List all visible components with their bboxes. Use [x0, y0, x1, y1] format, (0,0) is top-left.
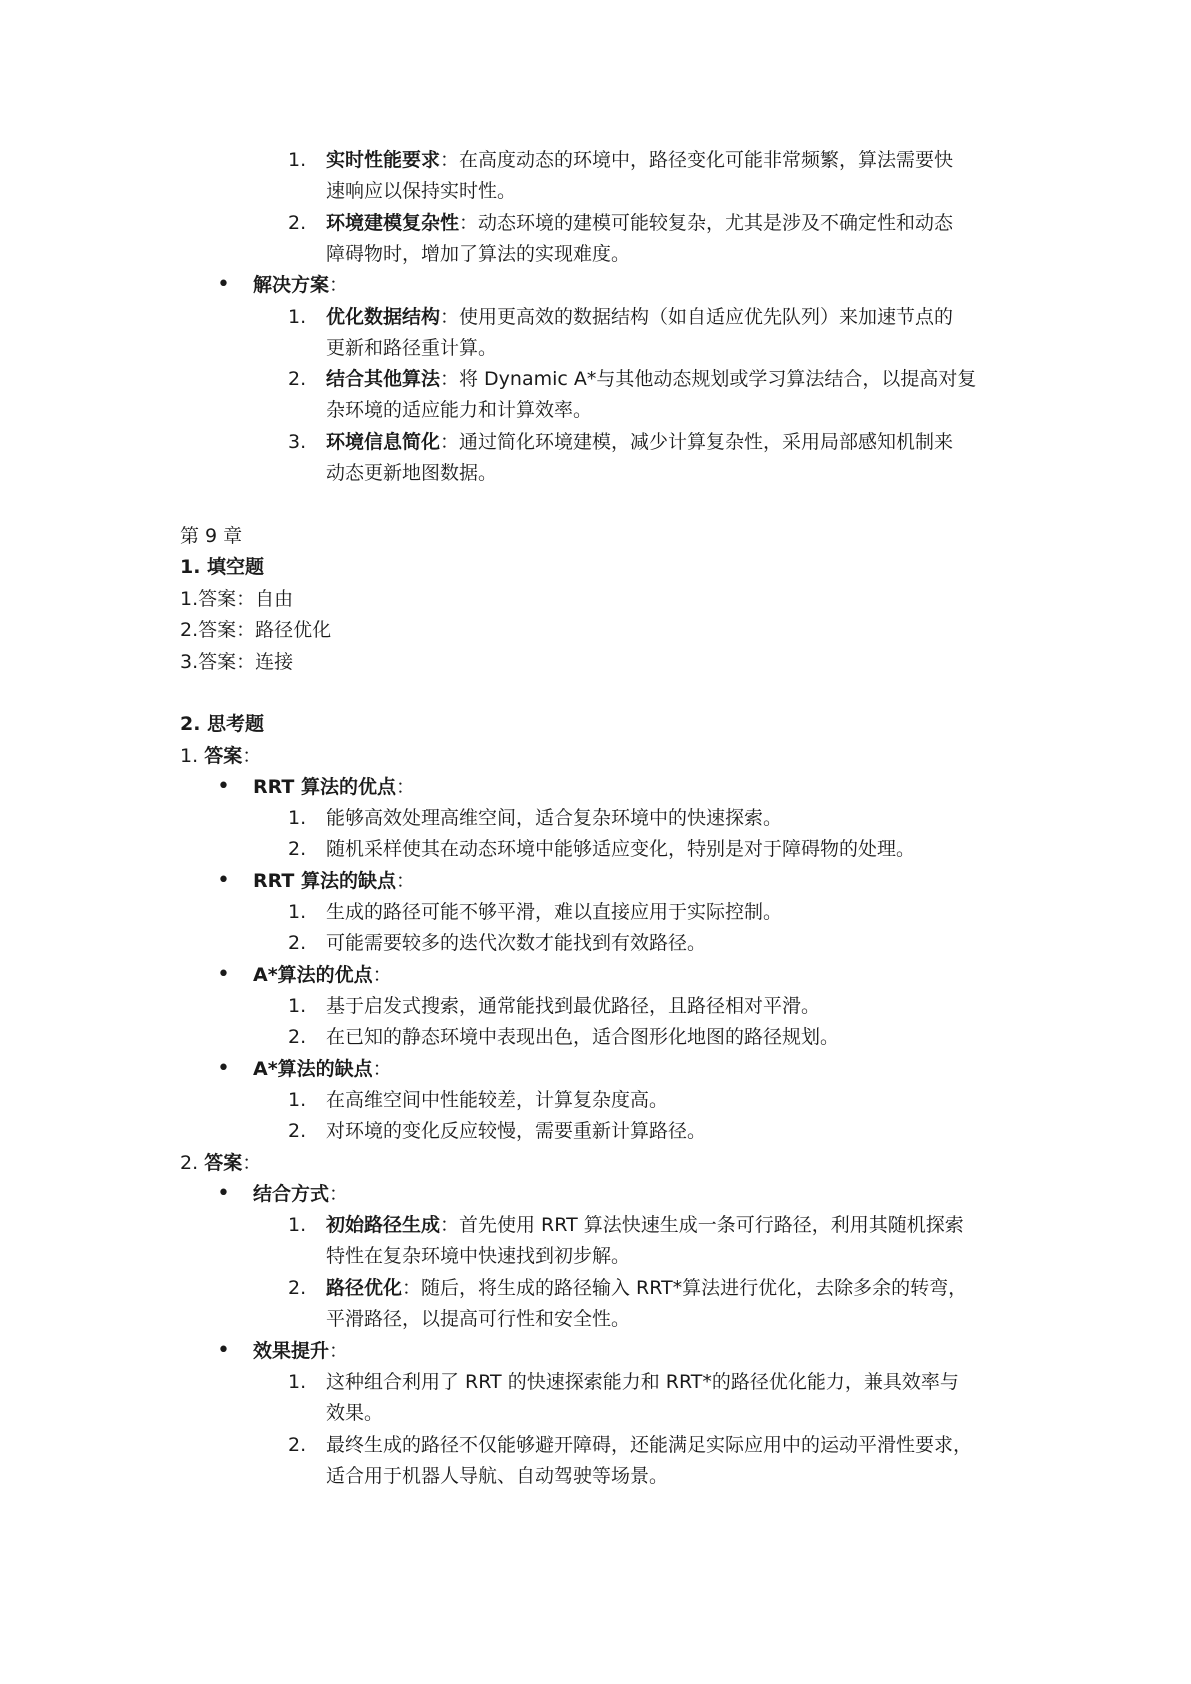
fill-answer: 1.答案：自由 — [180, 588, 294, 610]
list-item — [326, 304, 953, 330]
item-label: 环境信息简化 — [326, 431, 441, 453]
colon: ： — [242, 1152, 262, 1174]
list-number: 1. — [288, 807, 307, 829]
bullet: • — [217, 868, 230, 893]
colon: ： — [329, 274, 349, 296]
colon: ： — [372, 964, 392, 986]
item-label: 初始路径生成 — [326, 1214, 441, 1236]
bullet: • — [217, 1181, 230, 1206]
list-number: 3. — [288, 431, 307, 453]
bullet-heading — [253, 272, 348, 298]
answer-label: 答案 — [204, 745, 243, 767]
bullet-label: RRT 算法的缺点 — [253, 870, 396, 892]
list-item: 生成的路径可能不够平滑，难以直接应用于实际控制。 — [326, 901, 783, 923]
bullet: • — [217, 774, 230, 799]
list-number: 2. — [288, 932, 307, 954]
list-item — [326, 366, 976, 392]
bullet-label: RRT 算法的优点 — [253, 776, 396, 798]
list-item — [326, 429, 953, 455]
list-item — [326, 210, 953, 236]
list-number: 2. — [288, 1026, 307, 1048]
colon: ： — [242, 745, 262, 767]
bullet: • — [217, 1056, 230, 1081]
bullet-heading — [253, 868, 415, 894]
bullet-heading — [253, 1338, 348, 1364]
section-heading-think: 2. 思考题 — [180, 713, 265, 735]
colon: ： — [372, 1058, 392, 1080]
item-text-continued: 平滑路径，以提高可行性和安全性。 — [326, 1308, 631, 1330]
item-label: 路径优化 — [326, 1277, 403, 1299]
item-text-continued: 动态更新地图数据。 — [326, 462, 498, 484]
list-number: 2. — [288, 368, 307, 390]
fill-answer: 2.答案：路径优化 — [180, 619, 332, 641]
list-item: 对环境的变化反应较慢，需要重新计算路径。 — [326, 1120, 707, 1142]
list-number: 2. — [288, 1120, 307, 1142]
list-item: 这种组合利用了 RRT 的快速探索能力和 RRT*的路径优化能力，兼具效率与 — [326, 1371, 959, 1393]
answer-heading — [180, 743, 261, 769]
bullet-heading — [253, 774, 415, 800]
colon: ： — [395, 776, 415, 798]
item-text: ：通过简化环境建模，减少计算复杂性，采用局部感知机制来 — [440, 431, 954, 453]
list-item — [326, 1275, 967, 1301]
bullet-label: 解决方案 — [253, 274, 330, 296]
item-text-continued: 杂环境的适应能力和计算效率。 — [326, 399, 593, 421]
item-label: 环境建模复杂性 — [326, 212, 460, 234]
colon: ： — [395, 870, 415, 892]
item-text: ：动态环境的建模可能较复杂，尤其是涉及不确定性和动态 — [459, 212, 954, 234]
list-number: 2. — [288, 838, 307, 860]
list-item: 能够高效处理高维空间，适合复杂环境中的快速探索。 — [326, 807, 783, 829]
list-number: 2. — [288, 1434, 307, 1456]
item-text-continued: 障碍物时，增加了算法的实现难度。 — [326, 243, 631, 265]
item-text-continued: 效果。 — [326, 1402, 384, 1424]
colon: ： — [329, 1183, 349, 1205]
chapter-title: 第 9 章 — [180, 525, 243, 547]
list-item: 最终生成的路径不仅能够避开障碍，还能满足实际应用中的运动平滑性要求， — [326, 1434, 973, 1456]
bullet-label: A*算法的缺点 — [253, 1058, 373, 1080]
list-item — [326, 1212, 964, 1238]
list-item: 可能需要较多的迭代次数才能找到有效路径。 — [326, 932, 707, 954]
item-label: 实时性能要求 — [326, 149, 441, 171]
item-text: ：首先使用 RRT 算法快速生成一条可行路径，利用其随机探索 — [440, 1214, 964, 1236]
item-text: ：随后，将生成的路径输入 RRT*算法进行优化，去除多余的转弯， — [402, 1277, 968, 1299]
section-heading-fill: 1. 填空题 — [180, 556, 265, 578]
colon: ： — [329, 1340, 349, 1362]
bullet: • — [217, 1338, 230, 1363]
item-text: ：在高度动态的环境中，路径变化可能非常频繁，算法需要快 — [440, 149, 954, 171]
bullet-heading — [253, 1181, 348, 1207]
answer-label: 答案 — [204, 1152, 243, 1174]
list-item: 在已知的静态环境中表现出色，适合图形化地图的路径规划。 — [326, 1026, 840, 1048]
bullet-heading — [253, 1056, 392, 1082]
answer-number: 1. — [180, 745, 199, 767]
item-text-continued: 更新和路径重计算。 — [326, 337, 498, 359]
item-text-continued: 特性在复杂环境中快速找到初步解。 — [326, 1245, 631, 1267]
list-number: 2. — [288, 1277, 307, 1299]
list-item: 随机采样使其在动态环境中能够适应变化，特别是对于障碍物的处理。 — [326, 838, 916, 860]
bullet-label: 结合方式 — [253, 1183, 330, 1205]
list-number: 1. — [288, 995, 307, 1017]
list-number: 1. — [288, 1371, 307, 1393]
bullet-label: A*算法的优点 — [253, 964, 373, 986]
bullet-heading — [253, 962, 392, 988]
answer-heading — [180, 1150, 261, 1176]
list-number: 1. — [288, 149, 307, 171]
item-text: ：使用更高效的数据结构（如自适应优先队列）来加速节点的 — [440, 306, 954, 328]
item-label: 结合其他算法 — [326, 368, 441, 390]
list-number: 2. — [288, 212, 307, 234]
bullet: • — [217, 962, 230, 987]
bullet: • — [217, 272, 230, 297]
list-item — [326, 147, 953, 173]
list-number: 1. — [288, 901, 307, 923]
list-number: 1. — [288, 1214, 307, 1236]
answer-number: 2. — [180, 1152, 199, 1174]
item-text: ：将 Dynamic A*与其他动态规划或学习算法结合，以提高对复 — [440, 368, 977, 390]
item-text-continued: 速响应以保持实时性。 — [326, 180, 517, 202]
list-number: 1. — [288, 1089, 307, 1111]
fill-answer: 3.答案：连接 — [180, 651, 294, 673]
list-item: 基于启发式搜索，通常能找到最优路径，且路径相对平滑。 — [326, 995, 821, 1017]
list-item: 在高维空间中性能较差，计算复杂度高。 — [326, 1089, 669, 1111]
item-text-continued: 适合用于机器人导航、自动驾驶等场景。 — [326, 1465, 669, 1487]
item-label: 优化数据结构 — [326, 306, 441, 328]
bullet-label: 效果提升 — [253, 1340, 330, 1362]
list-number: 1. — [288, 306, 307, 328]
